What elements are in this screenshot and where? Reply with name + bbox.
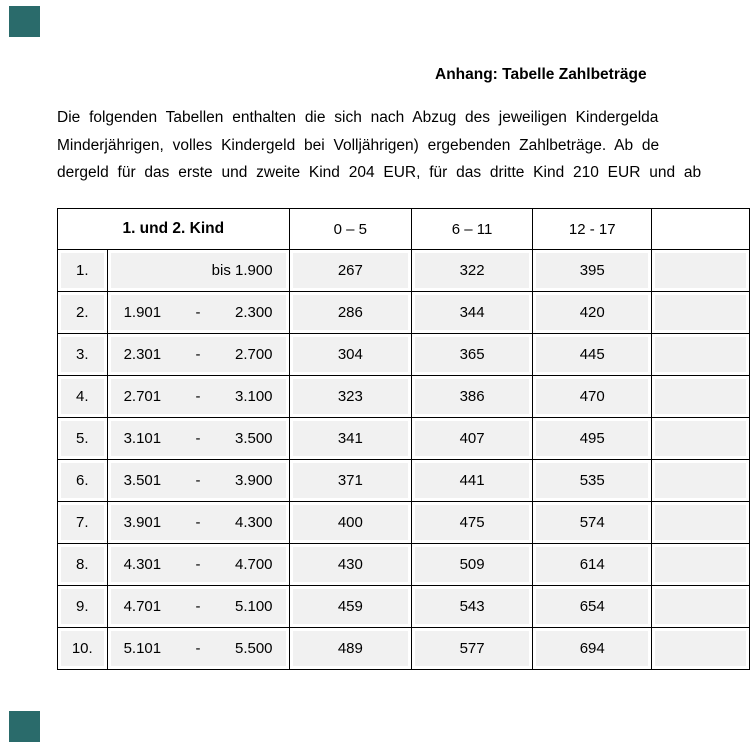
income-range-cell: [107, 250, 289, 292]
range-upper: 2.300: [234, 304, 273, 321]
intro-line: dergeld für das erste und zweite Kind 204 EUR, für das dritte Kind 210 EUR und ab: [57, 164, 702, 181]
range-dash: -: [195, 598, 201, 615]
amount-cell-cut: [652, 418, 750, 460]
range-upper: 5.100: [234, 598, 273, 615]
range-lower: 3.901: [123, 514, 162, 531]
range-upper: 3.500: [234, 430, 273, 447]
amount-cell: 543: [412, 586, 533, 628]
range-lower: 2.701: [123, 388, 162, 405]
table-row: [58, 460, 750, 502]
payment-amounts-table: [57, 208, 750, 670]
row-number: 3.: [58, 334, 108, 376]
row-number: 6.: [58, 460, 108, 502]
amount-cell: 574: [533, 502, 652, 544]
amount-cell: 535: [533, 460, 652, 502]
range-dash: -: [195, 514, 201, 531]
header-age-group-6-11: 6 – 11: [412, 209, 533, 250]
header-group-label: 1. und 2. Kind: [58, 209, 290, 250]
range-upper: 4.300: [234, 514, 273, 531]
table-row: [58, 418, 750, 460]
amount-cell: 459: [289, 586, 412, 628]
corner-mark-top: [9, 6, 40, 37]
amount-cell: 577: [412, 628, 533, 670]
amount-cell-cut: [652, 460, 750, 502]
amount-cell: 509: [412, 544, 533, 586]
range-lower: 5.101: [123, 640, 162, 657]
amount-cell: 322: [412, 250, 533, 292]
amount-cell: 344: [412, 292, 533, 334]
row-number: 9.: [58, 586, 108, 628]
row-number: 8.: [58, 544, 108, 586]
range-dash: -: [195, 556, 201, 573]
range-lower: 4.301: [123, 556, 162, 573]
row-number: 5.: [58, 418, 108, 460]
amount-cell: 489: [289, 628, 412, 670]
amount-cell: 407: [412, 418, 533, 460]
amount-cell: 304: [289, 334, 412, 376]
amount-cell: 475: [412, 502, 533, 544]
range-dash: -: [195, 346, 201, 363]
header-age-group-12-17: 12 - 17: [533, 209, 652, 250]
income-range-cell: [107, 418, 289, 460]
amount-cell-cut: [652, 544, 750, 586]
header-age-group-0-5: 0 – 5: [289, 209, 412, 250]
intro-line: Minderjährigen, volles Kindergeld bei Volljährigen) ergebenden Zahlbeträge. Ab de: [57, 136, 660, 154]
amount-cell: 441: [412, 460, 533, 502]
amount-cell: 323: [289, 376, 412, 418]
amount-cell: 365: [412, 334, 533, 376]
amount-cell: 341: [289, 418, 412, 460]
row-number: 2.: [58, 292, 108, 334]
table-row: [58, 334, 750, 376]
intro-paragraph: [57, 104, 750, 187]
range-lower: 4.701: [123, 598, 162, 615]
range-dash: -: [195, 388, 201, 405]
income-range-cell: [107, 292, 289, 334]
amount-cell: 400: [289, 502, 412, 544]
amount-cell: 420: [533, 292, 652, 334]
amount-cell: 470: [533, 376, 652, 418]
amount-cell: 445: [533, 334, 652, 376]
range-dash: -: [195, 640, 201, 657]
range-upper: 3.900: [234, 472, 273, 489]
range-lower: 3.101: [123, 430, 162, 447]
page-title: Anhang: Tabelle Zahlbeträge: [435, 66, 647, 83]
range-lower: 1.901: [123, 304, 162, 321]
range-dash: -: [195, 304, 201, 321]
row-number: 4.: [58, 376, 108, 418]
table-row: [58, 544, 750, 586]
range-upper: 5.500: [234, 640, 273, 657]
income-range-cell: [107, 628, 289, 670]
amount-cell-cut: [652, 502, 750, 544]
income-range-cell: [107, 334, 289, 376]
range-upper: bis 1.900: [211, 262, 273, 279]
amount-cell-cut: [652, 586, 750, 628]
intro-line: Die folgenden Tabellen enthalten die sich nach Abzug des jeweiligen Kindergelda: [57, 109, 659, 126]
amount-cell: 495: [533, 418, 652, 460]
amount-cell-cut: [652, 376, 750, 418]
table-header-row: [58, 209, 750, 250]
range-dash: -: [195, 430, 201, 447]
header-age-group-cut: [652, 209, 750, 250]
amount-cell: 371: [289, 460, 412, 502]
table-row: [58, 586, 750, 628]
amount-cell: 395: [533, 250, 652, 292]
amount-cell-cut: [652, 628, 750, 670]
corner-mark-bottom: [9, 711, 40, 742]
table-row: [58, 292, 750, 334]
amount-cell: 654: [533, 586, 652, 628]
range-upper: 3.100: [234, 388, 273, 405]
income-range-cell: [107, 460, 289, 502]
amount-cell: 267: [289, 250, 412, 292]
table-row: [58, 628, 750, 670]
amount-cell: 286: [289, 292, 412, 334]
amount-cell-cut: [652, 292, 750, 334]
income-range-cell: [107, 502, 289, 544]
table-row: [58, 250, 750, 292]
row-number: 1.: [58, 250, 108, 292]
amount-cell: 614: [533, 544, 652, 586]
row-number: 10.: [58, 628, 108, 670]
table-row: [58, 502, 750, 544]
amount-cell: 694: [533, 628, 652, 670]
amount-cell: 386: [412, 376, 533, 418]
range-lower: 3.501: [123, 472, 162, 489]
amount-cell-cut: [652, 334, 750, 376]
range-dash: -: [195, 472, 201, 489]
income-range-cell: [107, 376, 289, 418]
row-number: 7.: [58, 502, 108, 544]
income-range-cell: [107, 544, 289, 586]
range-upper: 4.700: [234, 556, 273, 573]
income-range-cell: [107, 586, 289, 628]
range-lower: 2.301: [123, 346, 162, 363]
amount-cell-cut: [652, 250, 750, 292]
table-row: [58, 376, 750, 418]
amount-cell: 430: [289, 544, 412, 586]
range-upper: 2.700: [234, 346, 273, 363]
